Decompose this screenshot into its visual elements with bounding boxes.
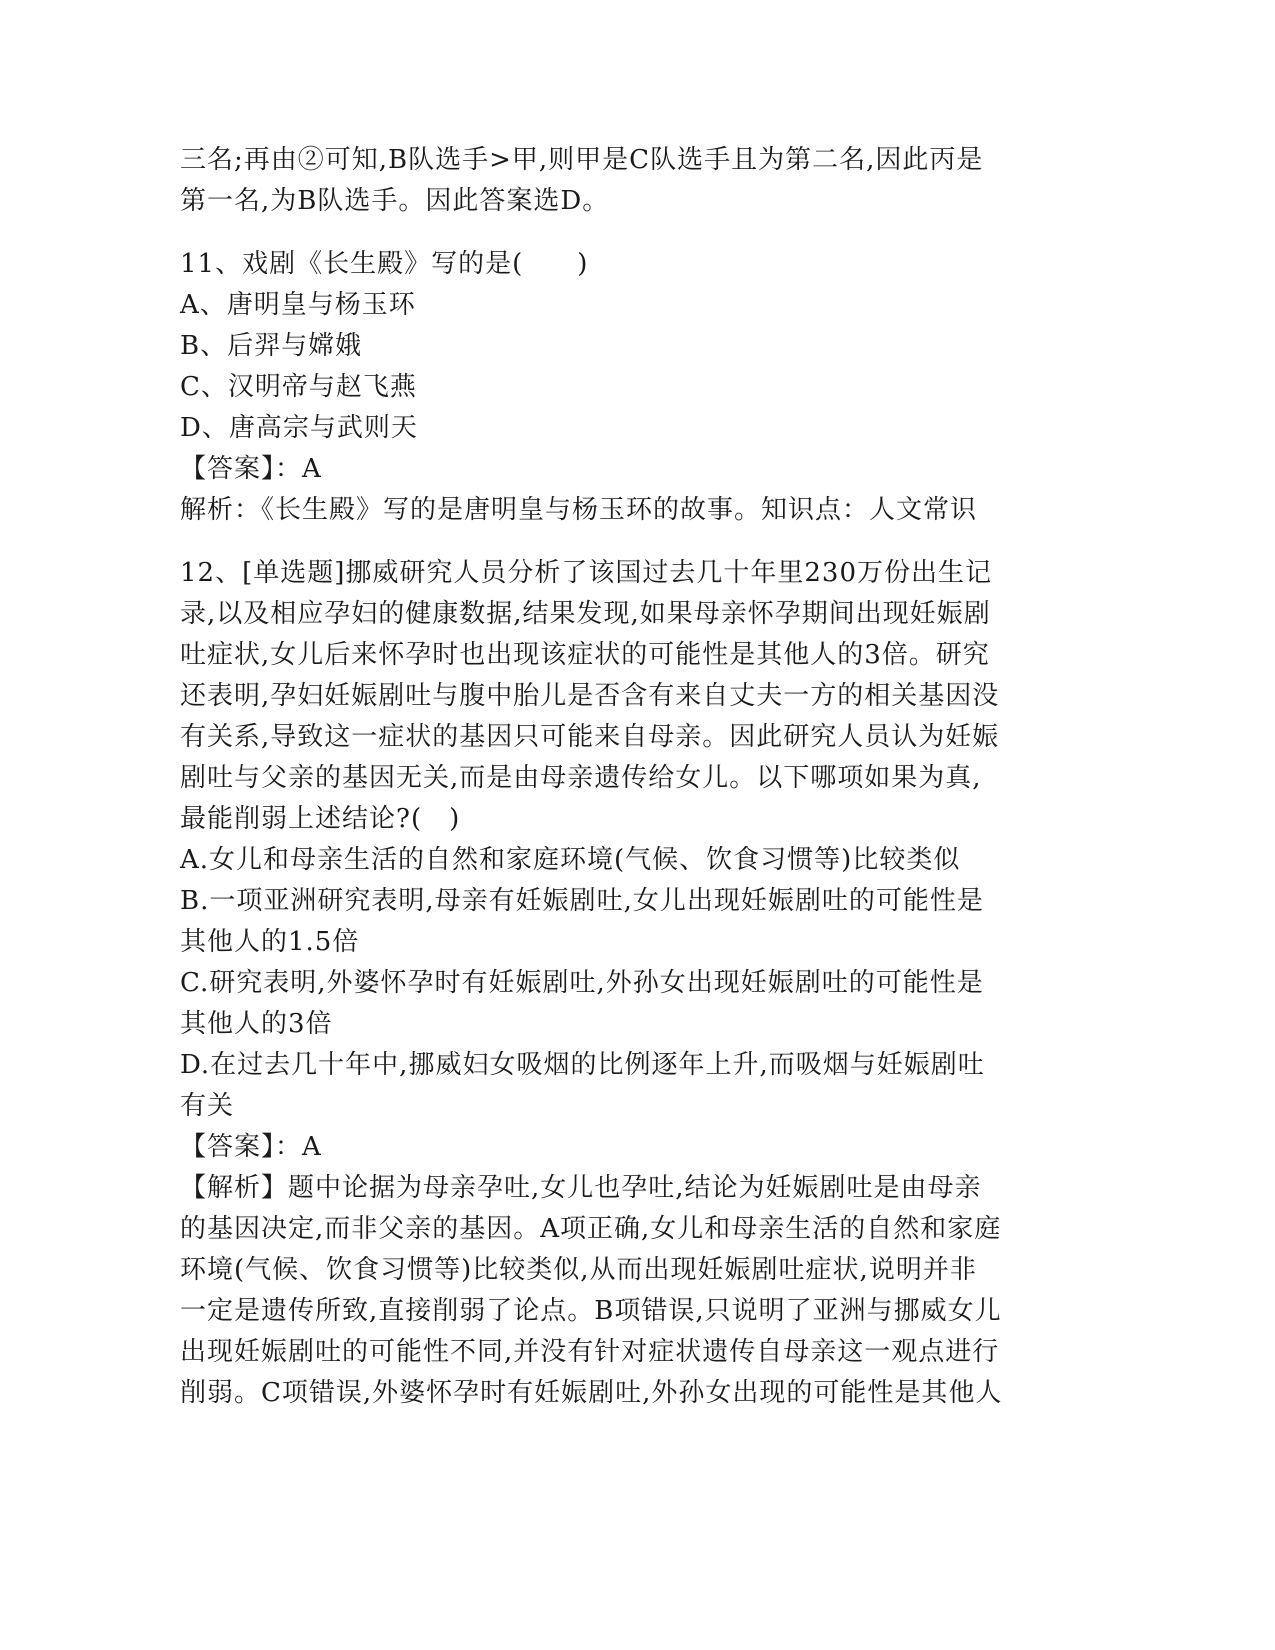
text-line: 三名;再由②可知,B队选手>甲,则甲是C队选手且为第二名,因此丙是	[180, 145, 984, 175]
option-b: B、后羿与嫦娥	[180, 331, 363, 361]
document-page	[180, 140, 1080, 1414]
answer-label: 【答案】：A	[180, 1132, 322, 1162]
option-d: D.在过去几十年中,挪威妇女吸烟的比例逐年上升,而吸烟与妊娠剧吐	[180, 1050, 985, 1080]
question-stem: 11、戏剧《长生殿》写的是( )	[180, 249, 589, 279]
question-stem-line: 最能削弱上述结论?( )	[180, 804, 461, 834]
question-stem-line: 12、[单选题]挪威研究人员分析了该国过去几十年里230万份出生记	[180, 558, 992, 588]
analysis-line: 的基因决定,而非父亲的基因。A项正确,女儿和母亲生活的自然和家庭	[180, 1214, 1002, 1244]
analysis-line: 环境(气候、饮食习惯等)比较类似,从而出现妊娠剧吐症状,说明并非	[180, 1255, 977, 1285]
analysis-line: 出现妊娠剧吐的可能性不同,并没有针对症状遗传自母亲这一观点进行	[180, 1337, 1000, 1367]
question-11	[180, 244, 1080, 531]
answer-label: 【答案】：A	[180, 454, 322, 484]
option-c: C.研究表明,外婆怀孕时有妊娠剧吐,外孙女出现妊娠剧吐的可能性是	[180, 968, 984, 998]
text-line: 第一名,为B队选手。因此答案选D。	[180, 186, 610, 216]
question-stem-line: 剧吐与父亲的基因无关,而是由母亲遗传给女儿。以下哪项如果为真,	[180, 763, 982, 793]
option-d: D、唐高宗与武则天	[180, 413, 418, 443]
option-d-continued: 有关	[180, 1091, 235, 1121]
analysis-line: 削弱。C项错误,外婆怀孕时有妊娠剧吐,外孙女出现的可能性是其他人	[180, 1378, 1003, 1408]
option-c-continued: 其他人的3倍	[180, 1009, 333, 1039]
analysis-line: 【解析】题中论据为母亲孕吐,女儿也孕吐,结论为妊娠剧吐是由母亲	[180, 1173, 982, 1203]
option-c: C、汉明帝与赵飞燕	[180, 372, 417, 402]
analysis-text: 解析：《长生殿》写的是唐明皇与杨玉环的故事。知识点：人文常识	[180, 495, 978, 525]
previous-analysis-continuation	[180, 140, 1080, 222]
question-stem-line: 吐症状,女儿后来怀孕时也出现该症状的可能性是其他人的3倍。研究	[180, 640, 990, 670]
analysis-line: 一定是遗传所致,直接削弱了论点。B项错误,只说明了亚洲与挪威女儿	[180, 1296, 1002, 1326]
option-a: A.女儿和母亲生活的自然和家庭环境(气候、饮食习惯等)比较类似	[180, 845, 961, 875]
question-stem-line: 有关系,导致这一症状的基因只可能来自母亲。因此研究人员认为妊娠	[180, 722, 1000, 752]
question-stem-line: 录,以及相应孕妇的健康数据,结果发现,如果母亲怀孕期间出现妊娠剧	[180, 599, 991, 629]
option-a: A、唐明皇与杨玉环	[180, 290, 416, 320]
question-12	[180, 553, 1080, 1414]
question-stem-line: 还表明,孕妇妊娠剧吐与腹中胎儿是否含有来自丈夫一方的相关基因没	[180, 681, 1000, 711]
option-b: B.一项亚洲研究表明,母亲有妊娠剧吐,女儿出现妊娠剧吐的可能性是	[180, 886, 984, 916]
option-b-continued: 其他人的1.5倍	[180, 927, 360, 957]
